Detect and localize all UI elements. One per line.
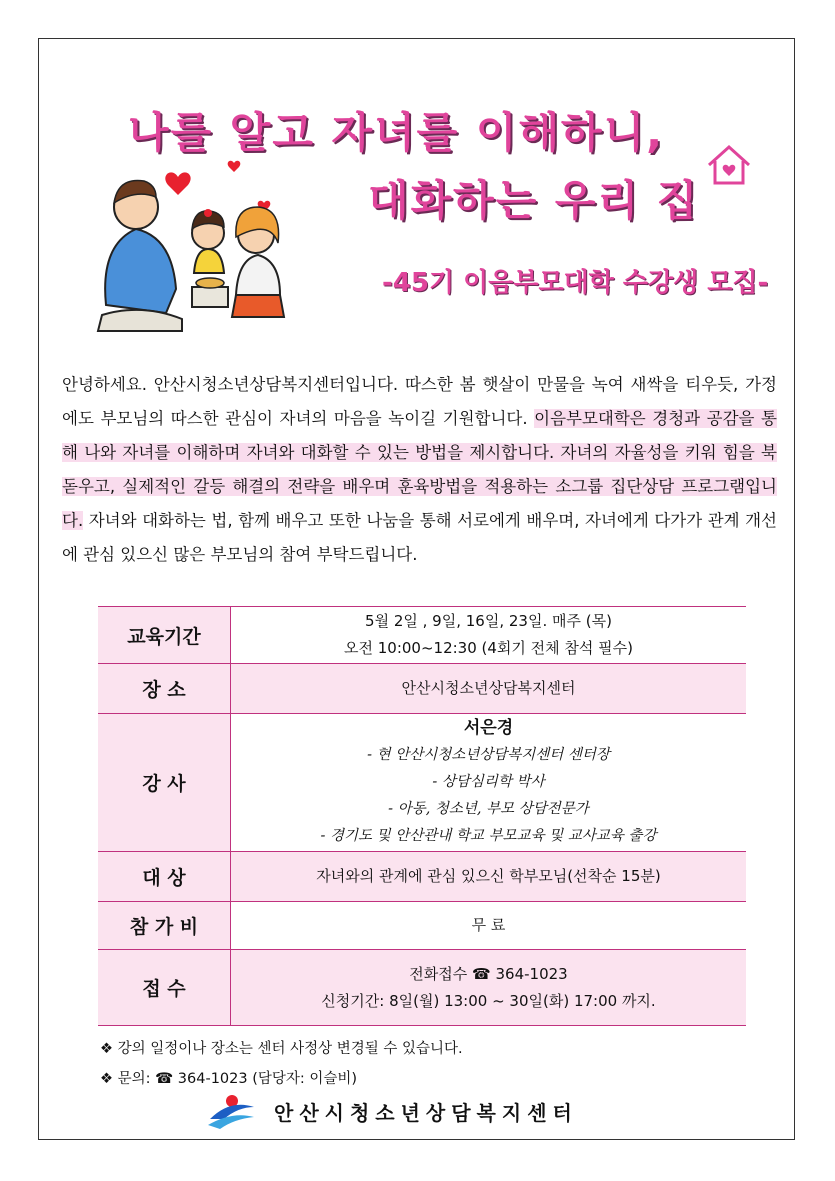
place-value: 안산시청소년상담복지센터 [231, 664, 747, 714]
period-line-2: 오전 10:00~12:30 (4회기 전체 참석 필수) [343, 639, 633, 657]
title-line-1: 나를 알고 자녀를 이해하니, [128, 108, 665, 157]
footer [206, 1093, 578, 1129]
notes [100, 1034, 463, 1094]
house-heart-icon [705, 143, 753, 187]
apply-line-2: 신청기간: 8일(월) 13:00 ~ 30일(화) 17:00 까지. [321, 991, 656, 1010]
place-label: 장 소 [98, 664, 231, 714]
instructor-label: 강 사 [98, 714, 231, 852]
note-item: ❖ 문의: ☎ 364-1023 (담당자: 이슬비) [100, 1071, 358, 1087]
diamond-bullet-icon: ❖ [100, 1071, 118, 1087]
title-line-2: 대화하는 우리 집 [368, 176, 700, 225]
heart-icon [165, 172, 190, 195]
period-line-1: 5월 2일 , 9일, 16일, 23일. 매주 (목) [365, 612, 612, 630]
instructor-value [231, 714, 747, 852]
period-value [231, 607, 747, 664]
intro-text-3: 자녀와 대화하는 법, 함께 배우고 또한 나눔을 통해 서로에게 배우며, 자녀에게 다가가 관계 개선에 관심 있으신 많은 부모님의 참여 부탁드립니다. [62, 511, 777, 564]
target-value: 자녀와의 관계에 관심 있으신 학부모님(선착순 15분) [231, 852, 747, 902]
fee-value: 무 료 [231, 902, 747, 950]
intro-text-1: 안녕하세요. 안산시청소년상담복지센터입니다. 따스한 봄 햇살이 만물을 녹여 새싹을 티우듯, 가정에도 부모님의 따스한 관심이 자녀의 마음을 녹이길 기원합니다. [62, 375, 777, 428]
period-label: 교육기간 [98, 607, 231, 664]
intro-paragraph [62, 368, 777, 572]
family-illustration [96, 155, 286, 335]
instructor-line-4: - 경기도 및 안산관내 학교 부모교육 및 교사교육 출강 [320, 828, 657, 844]
apply-value [231, 950, 747, 1026]
instructor-line-1: - 현 안산시청소년상담복지센터 센터장 [367, 747, 610, 763]
center-name: 안산시청소년상담복지센터 [274, 1100, 578, 1125]
instructor-line-2: - 상담심리학 박사 [432, 774, 545, 790]
note-item: ❖ 강의 일정이나 장소는 센터 사정상 변경될 수 있습니다. [100, 1041, 463, 1057]
diamond-bullet-icon: ❖ [100, 1041, 118, 1057]
apply-line-1: 전화접수 ☎ 364-1023 [409, 964, 568, 983]
center-logo-icon [206, 1093, 256, 1129]
apply-label: 접 수 [98, 950, 231, 1026]
subtitle: -45기 이음부모대학 수강생 모집- [382, 268, 769, 298]
intro-text-highlight: 이음부모대학은 경청과 공감을 통해 나와 자녀를 이해하며 자녀와 대화할 수 있는 방법을 제시합니다. 자녀의 자율성을 키워 힘을 북돋우고, 실제적인 갈등 해결의 전략을 배우며 훈육방법을 적용하는 소그룹 집단상담 프로그램입니다. [62, 409, 777, 530]
fee-label: 참 가 비 [98, 902, 231, 950]
instructor-name: 서은경 [463, 718, 514, 738]
instructor-line-3: - 아동, 청소년, 부모 상담전문가 [388, 801, 589, 817]
target-label: 대 상 [98, 852, 231, 902]
info-table [98, 606, 746, 1026]
